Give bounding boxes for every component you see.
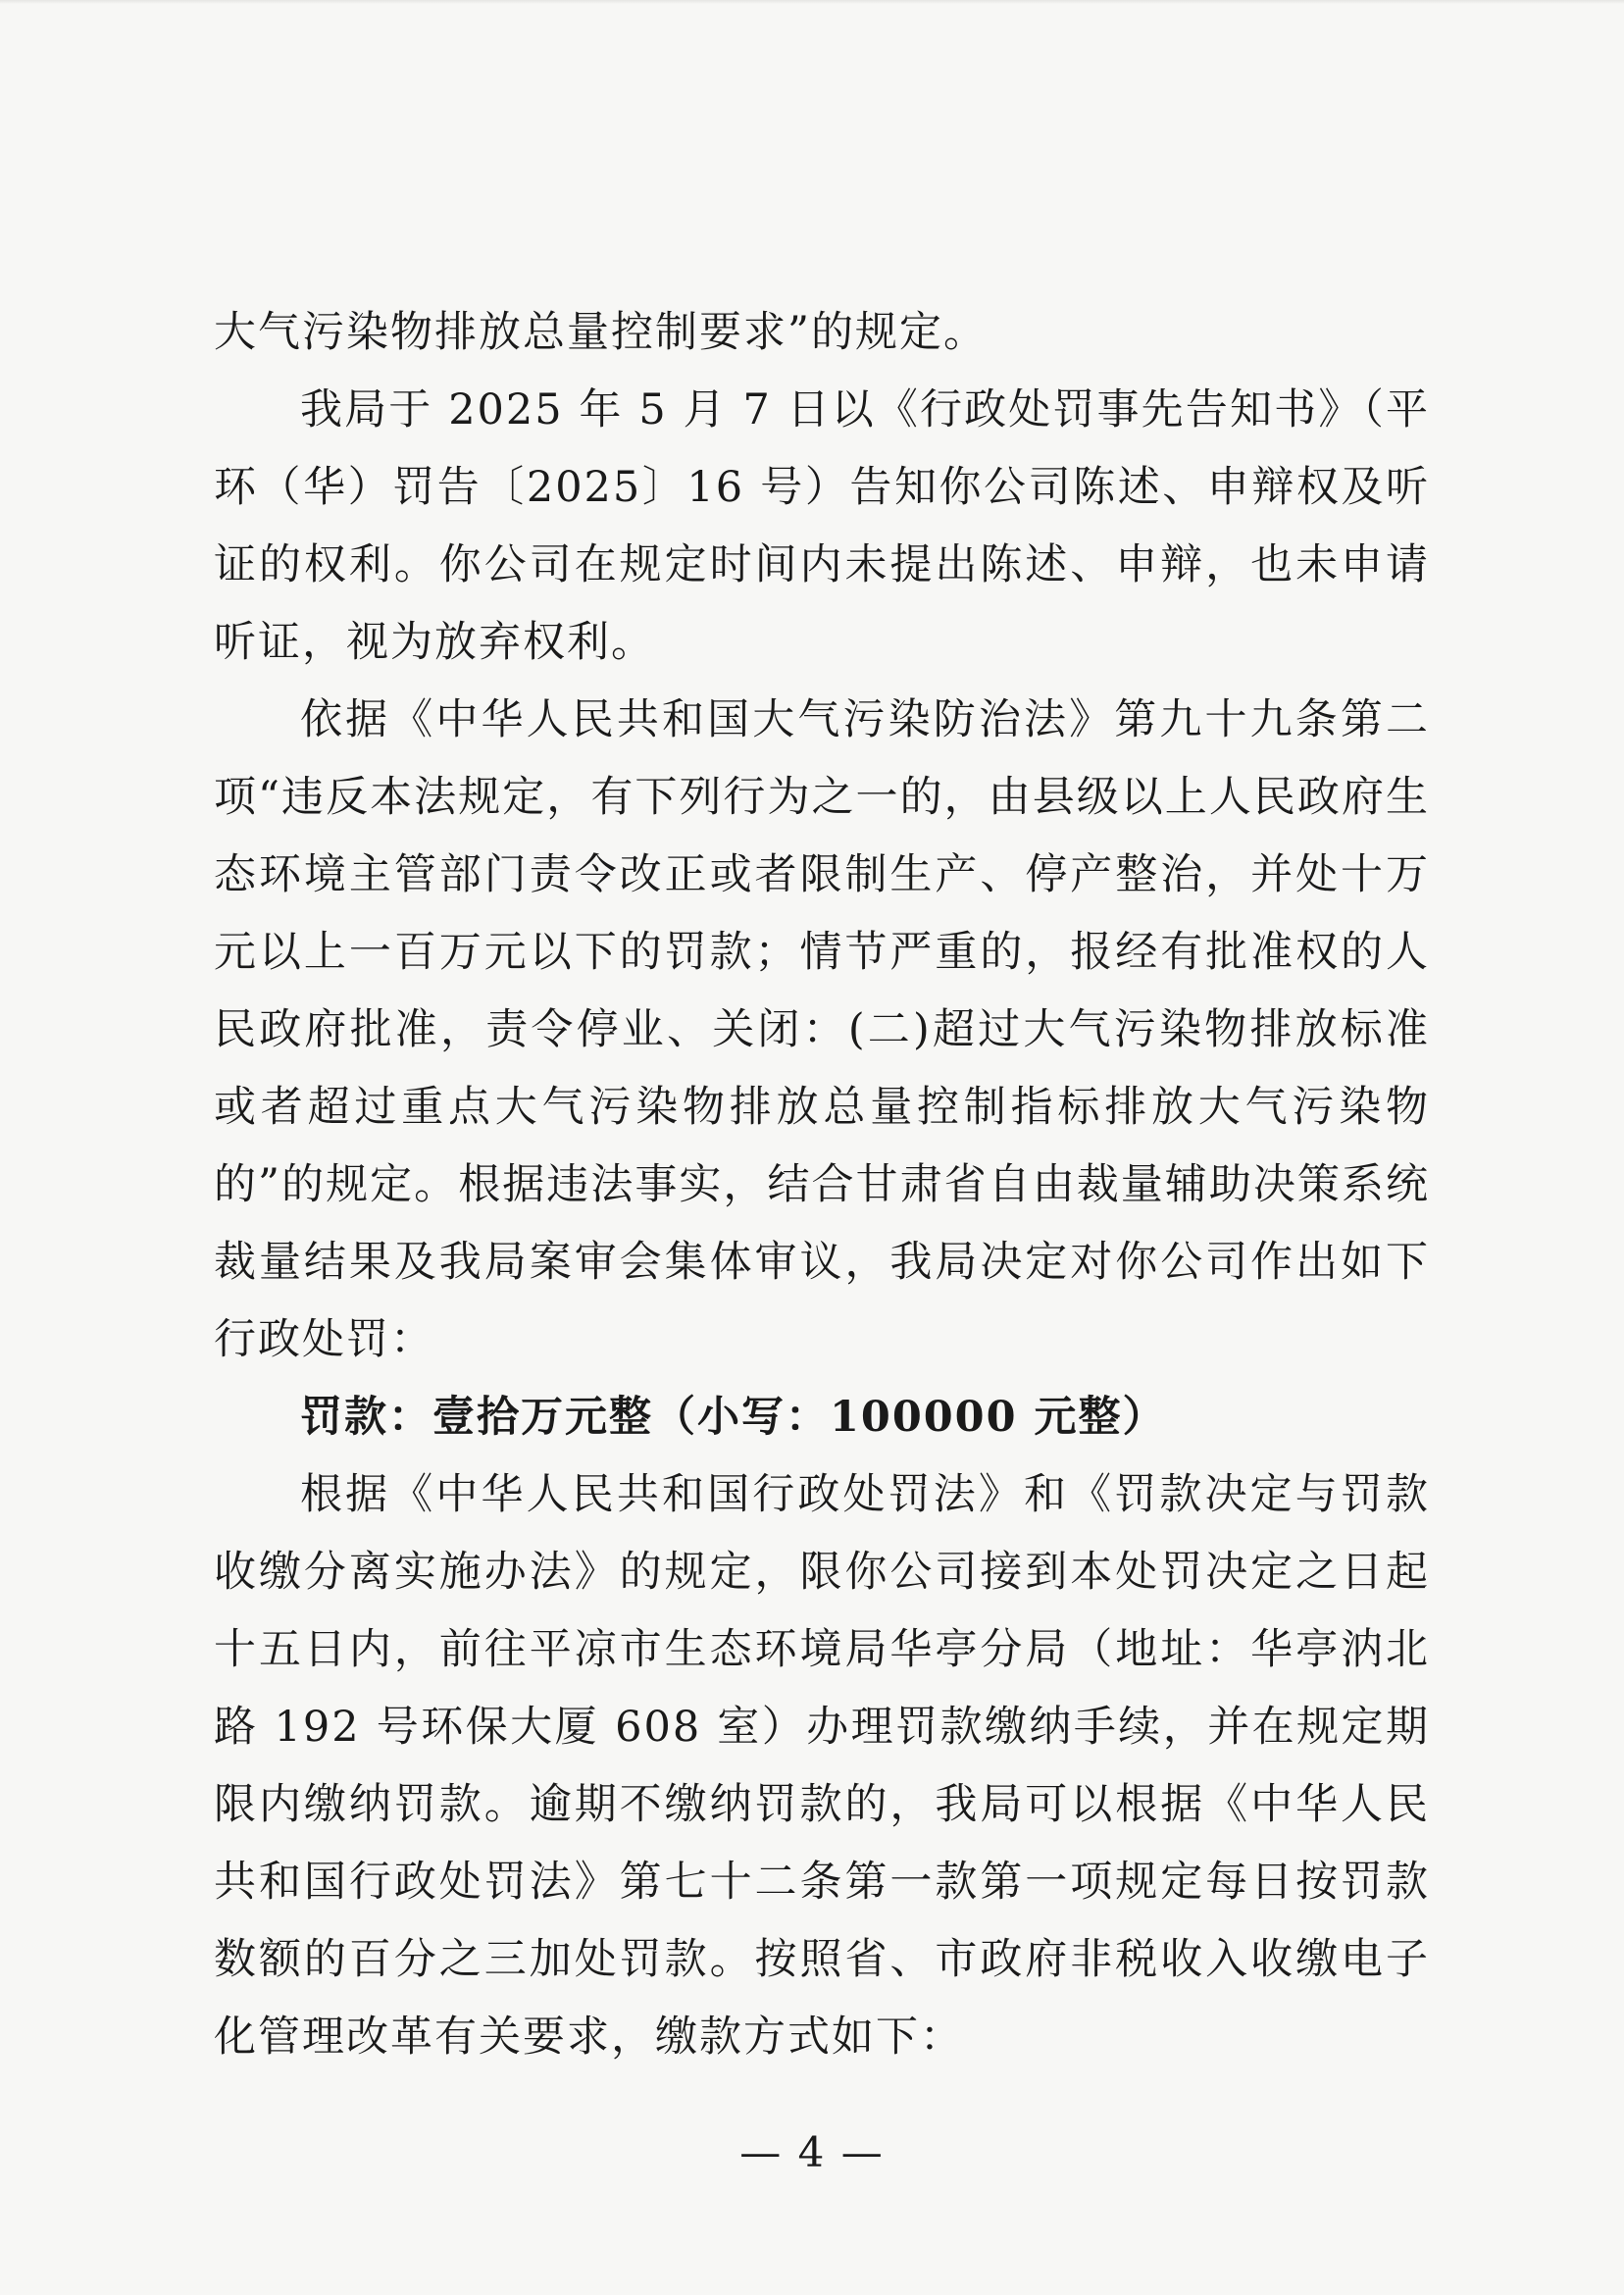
- paragraph-fine-amount: 罚款：壹拾万元整（小写：100000 元整）: [300, 1393, 1167, 1442]
- paragraph-notice: 我局于 2025 年 5 月 7 日以《行政处罚事先告知书》（平环（华）罚告〔2025〕16 号）告知你公司陈述、申辩权及听证的权利。你公司在规定时间内未提出陈述、申辩，也未申请听证，视为放弃权利。: [214, 385, 1430, 667]
- page-top-edge: [0, 0, 1624, 4]
- paragraph-continuation: 大气污染物排放总量控制要求”的规定。: [214, 308, 988, 357]
- paragraph-legal-basis: 依据《中华人民共和国大气污染防治法》第九十九条第二项“违反本法规定，有下列行为之一的，由县级以上人民政府生态环境主管部门责令改正或者限制生产、停产整治，并处十万元以上一百万元以下的罚款；情节严重的，报经有批准权的人民政府批准，责令停业、关闭：(二)超过大气污染物排放标准或者超过重点大气污染物排放总量控制指标排放大气污染物的”的规定。根据违法事实，结合甘肃省自由裁量辅助决策系统裁量结果及我局案审会集体审议，我局决定对你公司作出如下行政处罚：: [214, 695, 1430, 1364]
- page-number: — 4 —: [739, 2128, 885, 2176]
- paragraph-payment-instructions: 根据《中华人民共和国行政处罚法》和《罚款决定与罚款收缴分离实施办法》的规定，限你公司接到本处罚决定之日起十五日内，前往平凉市生态环境局华亭分局（地址：华亭汭北路 192 号环保大厦 608 室）办理罚款缴纳手续，并在规定期限内缴纳罚款。逾期不缴纳罚款的，我局可以根据《中华人民共和国行政处罚法》第七十二条第一款第一项规定每日按罚款数额的百分之三加处罚款。按照省、市政府非税收入收缴电子化管理改革有关要求，缴款方式如下：: [214, 1470, 1430, 2062]
- document-body: [214, 294, 1430, 2076]
